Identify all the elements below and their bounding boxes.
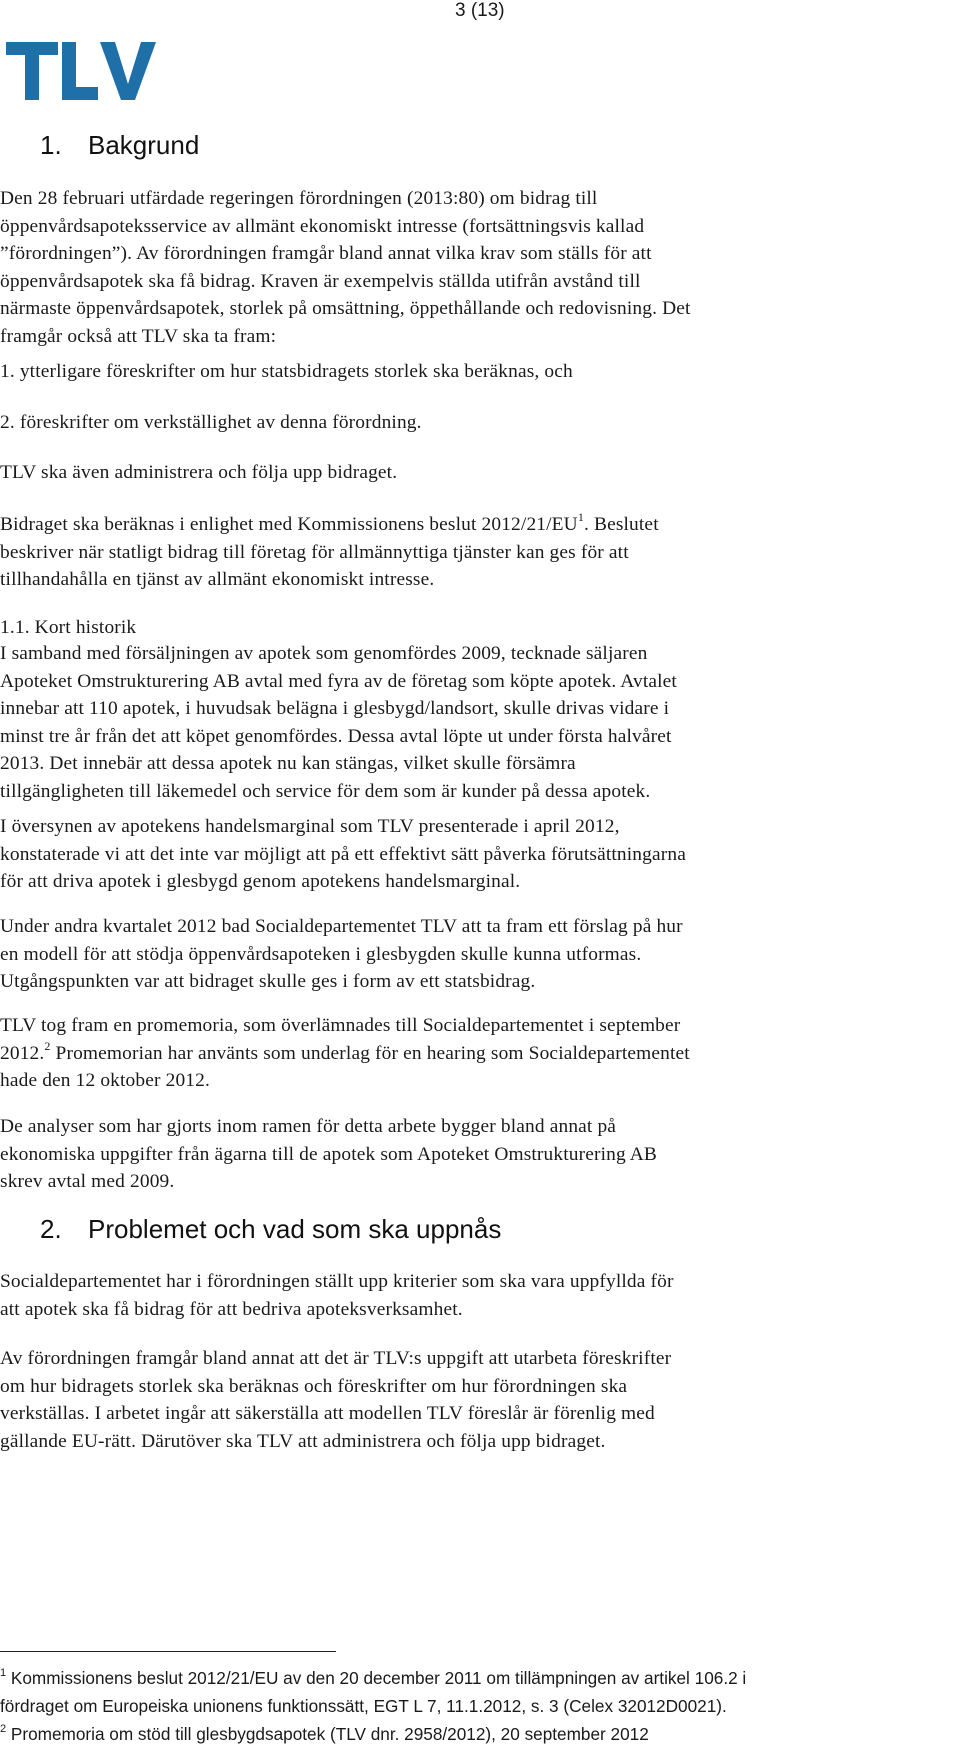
text-run: Bidraget ska beräknas i enlighet med Kommissionens beslut 2012/21/EU: [0, 514, 578, 535]
decision-paragraph: [0, 511, 958, 594]
text-line: Den 28 februari utfärdade regeringen förordningen (2013:80) om bidrag till: [0, 188, 598, 209]
text-line: skrev avtal med 2009.: [0, 1171, 175, 1192]
intro-paragraph: [0, 185, 958, 350]
page-number: 3 (13): [455, 0, 505, 21]
memorandum-paragraph: [0, 1012, 958, 1095]
text-line: [0, 1720, 958, 1748]
regulation-paragraph: [0, 1345, 958, 1455]
text-run: Kommissionens beslut 2012/21/EU av den 20 december 2011 om tillämpningen av artikel 106.2 i: [6, 1668, 747, 1688]
text-line: ”förordningen”). Av förordningen framgår bland annat vilka krav som ställs för att: [0, 243, 652, 264]
text-line: att apotek ska få bidrag för att bedriva apoteksverksamhet.: [0, 1298, 463, 1320]
criteria-paragraph: [0, 1268, 958, 1323]
text-line: för att driva apotek i glesbygd genom apotekens handelsmarginal.: [0, 871, 521, 892]
text-line: hade den 12 oktober 2012.: [0, 1070, 210, 1091]
footnote-separator: [0, 1651, 336, 1652]
footnote-reference: 1: [577, 510, 584, 524]
text-line: [0, 1664, 958, 1692]
text-line: framgår också att TLV ska ta fram:: [0, 325, 277, 347]
history-paragraph: [0, 640, 958, 805]
text-line: De analyser som har gjorts inom ramen för detta arbete bygger bland annat på: [0, 1116, 617, 1137]
text-run: . Beslutet: [583, 514, 659, 535]
text-line: konstaterade vi att det inte var möjligt att på ett effektivt sätt påverka förutsättningarna: [0, 843, 686, 865]
margin-review-paragraph: [0, 813, 958, 896]
assignment-paragraph: [0, 913, 958, 996]
section-title: Problemet och vad som ska uppnås: [88, 1214, 502, 1244]
footnote-1: [0, 1664, 958, 1720]
section-title: Bakgrund: [88, 130, 200, 160]
text-line: fördraget om Europeiska unionens funktionssätt, EGT L 7, 11.1.2012, s. 3 (Celex 32012D0021).: [0, 1696, 727, 1716]
text-line: tillhandahålla en tjänst av allmänt ekonomiskt intresse.: [0, 569, 435, 590]
text-line: om hur bidragets storlek ska beräknas och föreskrifter om hur förordningen ska: [0, 1375, 628, 1397]
text-line: I samband med försäljningen av apotek som genomfördes 2009, tecknade säljaren: [0, 643, 648, 664]
text-line: gällande EU-rätt. Därutöver ska TLV att administrera och följa upp bidraget.: [0, 1430, 606, 1452]
text-line: tillgängligheten till läkemedel och service för dem som är kunder på dessa apotek.: [0, 780, 651, 802]
text-line: en modell för att stödja öppenvårdsapoteken i glesbygden skulle kunna utformas.: [0, 943, 642, 965]
analysis-paragraph: [0, 1113, 958, 1196]
text-line: innebar att 110 apotek, i huvudsak belägna i glesbygd/landsort, skulle drivas vidare i: [0, 698, 670, 719]
text-line: beskriver när statligt bidrag till företag för allmännyttiga tjänster kan ges för att: [0, 541, 629, 563]
text-line: öppenvårdsapotek ska få bidrag. Kraven är exempelvis ställda utifrån avstånd till: [0, 270, 641, 292]
text-line: TLV tog fram en promemoria, som överlämnades till Socialdepartementet i september: [0, 1015, 681, 1036]
text-line: ekonomiska uppgifter från ägarna till de apotek som Apoteket Omstrukturering AB: [0, 1143, 657, 1165]
text-run: Promemoria om stöd till glesbygdsapotek (TLV dnr. 2958/2012), 20 september 2012: [6, 1724, 649, 1744]
subsection-heading: 1.1. Kort historik: [0, 617, 137, 638]
footnote-2: [0, 1720, 958, 1748]
text-line: Apoteket Omstrukturering AB avtal med fyra av de företag som köpte apotek. Avtalet: [0, 670, 677, 692]
text-line: Under andra kvartalet 2012 bad Socialdepartementet TLV att ta fram ett förslag på hur: [0, 916, 683, 937]
text-line: 2013. Det innebär att dessa apotek nu kan stängas, vilket skulle försämra: [0, 753, 576, 774]
list-item: 2. föreskrifter om verkställighet av denna förordning.: [0, 412, 422, 433]
text-line: Av förordningen framgår bland annat att det är TLV:s uppgift att utarbeta föreskrifter: [0, 1348, 672, 1369]
section-1-heading: [40, 130, 199, 161]
text-line: öppenvårdsapoteksservice av allmänt ekonomiskt intresse (fortsättningsvis kallad: [0, 215, 645, 237]
text-line: verkställas. I arbetet ingår att säkerställa att modellen TLV föreslår är förenlig med: [0, 1403, 655, 1424]
text-line: minst tre år från det att köpet genomfördes. Dessa avtal löpte ut under första halvåret: [0, 725, 672, 747]
section-number: 1.: [40, 130, 62, 160]
text-line: I översynen av apotekens handelsmarginal som TLV presenterade i april 2012,: [0, 816, 620, 837]
footnote-mark: 2: [0, 1723, 7, 1735]
admin-paragraph: TLV ska även administrera och följa upp bidraget.: [0, 462, 398, 483]
section-2-heading: [40, 1214, 501, 1245]
tlv-logo: [4, 40, 164, 112]
text-line: Utgångspunkten var att bidraget skulle ges i form av ett statsbidrag.: [0, 971, 536, 992]
section-number: 2.: [40, 1214, 62, 1244]
list-item: 1. ytterligare föreskrifter om hur statsbidragets storlek ska beräknas, och: [0, 361, 573, 382]
text-line: [0, 511, 958, 539]
text-line: närmaste öppenvårdsapotek, storlek på omsättning, öppethållande och redovisning. Det: [0, 298, 691, 319]
text-line: Socialdepartementet har i förordningen ställt upp kriterier som ska vara uppfyllda för: [0, 1271, 674, 1292]
text-line: [0, 1040, 958, 1068]
footnote-reference: 2: [44, 1038, 51, 1053]
text-run: 2012.: [0, 1042, 45, 1064]
text-run: Promemorian har använts som underlag för en hearing som Socialdepartementet: [50, 1042, 690, 1064]
footnote-mark: 1: [0, 1667, 7, 1679]
